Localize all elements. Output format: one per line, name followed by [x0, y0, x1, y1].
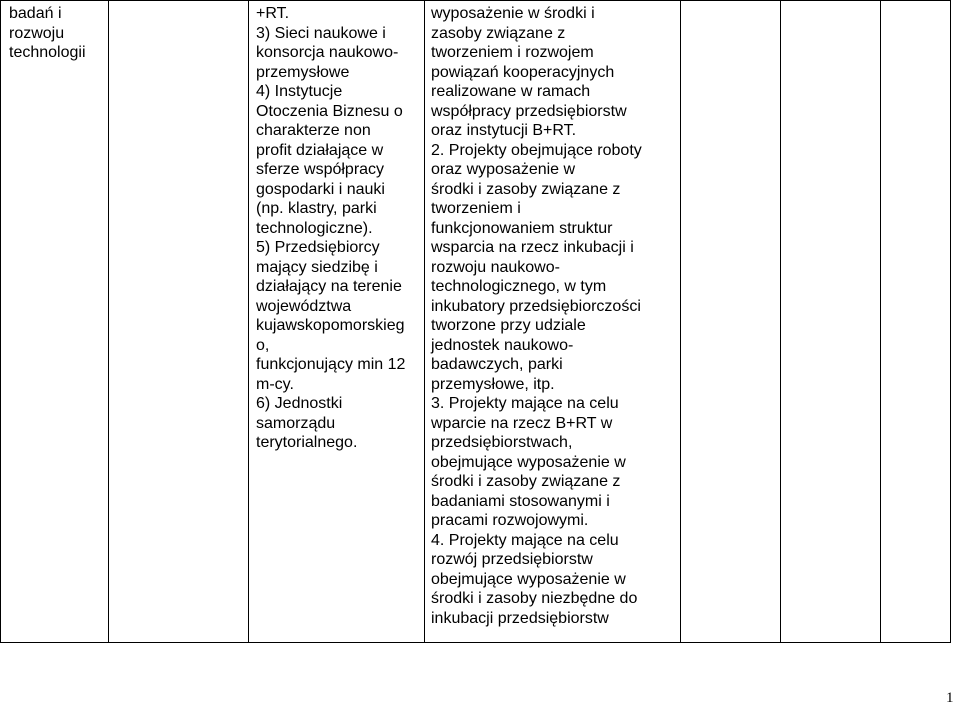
cell-text: +RT. 3) Sieci naukowe i konsorcja naukowo- przemysłowe 4) Instytucje Otoczenia Biznesu o charakterze non profit działające w sferze współpracy gospodarki i nauki (np. klastry, parki technologiczne). 5) Przedsiębiorcy mający siedzibę i działający na terenie województwa kujawskopomorskieg o, funkcjonujący min 12 m-cy. 6) Jednostki samorządu terytorialnego.: [256, 5, 406, 451]
table-cell-beneficiaries: [249, 1, 425, 643]
table-row: [1, 1, 951, 643]
table-cell-empty: [109, 1, 249, 643]
table-cell-empty: [781, 1, 881, 643]
cell-text: badań i rozwoju technologii: [9, 5, 86, 61]
table-cell-empty: [881, 1, 951, 643]
table-cell-project-types: [425, 1, 681, 643]
page-number: 1: [946, 690, 954, 706]
cell-text: wyposażenie w środki i zasoby związane z tworzeniem i rozwojem powiązań kooperacyjnych realizowane w ramach współpracy przedsiębiorstw oraz instytucji B+RT. 2. Projekty obejmujące roboty oraz wyposażenie w środki i zasoby związane z tworzeniem i funkcjonowaniem struktur wsparcia na rzecz inkubacji i rozwoju naukowo- technologicznego, w tym inkubatory przedsiębiorczości tworzone przy udziale jednostek naukowo- badawczych, parki przemysłowe, itp. 3. Projekty mające na celu wparcie na rzecz B+RT w przedsiębiorstwach, obejmujące wyposażenie w środki i zasoby związane z badaniami stosowanymi i pracami rozwojowymi. 4. Projekty mające na celu rozwój przedsiębiorstw obejmujące wyposażenie w środki i zasoby niezbędne do inkubacji przedsiębiorstw: [431, 5, 642, 627]
table-cell-area: [1, 1, 109, 643]
table-cell-empty: [681, 1, 781, 643]
